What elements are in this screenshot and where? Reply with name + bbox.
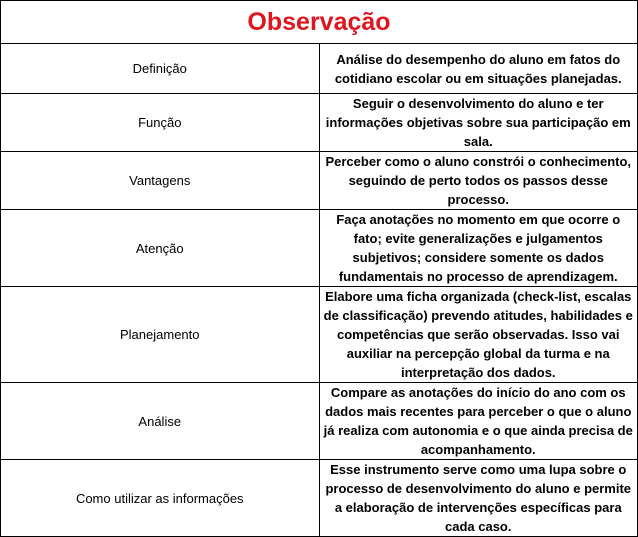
row-label: Função — [1, 94, 320, 152]
table-row-definicao — [1, 44, 638, 94]
title-row — [1, 1, 638, 44]
table-row-atencao — [1, 210, 638, 287]
row-label: Definição — [1, 44, 320, 94]
table-row-como-utilizar — [1, 460, 638, 537]
row-description: Compare as anotações do início do ano com os dados mais recentes para perceber o que o aluno já realiza com autonomia e o que ainda precisa de acompanhamento. — [319, 383, 638, 460]
table-row-planejamento — [1, 287, 638, 383]
row-description: Perceber como o aluno constrói o conhecimento, seguindo de perto todos os passos desse processo. — [319, 152, 638, 210]
row-label: Planejamento — [1, 287, 320, 383]
row-description: Elabore uma ficha organizada (check-list, escalas de classificação) prevendo atitudes, habilidades e competências que serão observadas. Isso vai auxiliar na percepção global da turma e na interpretação dos dados. — [319, 287, 638, 383]
page-title: Observação — [1, 1, 638, 44]
row-description: Análise do desempenho do aluno em fatos do cotidiano escolar ou em situações planejadas. — [319, 44, 638, 94]
row-description: Esse instrumento serve como uma lupa sobre o processo de desenvolvimento do aluno e permite a elaboração de intervenções específicas para cada caso. — [319, 460, 638, 537]
row-description: Faça anotações no momento em que ocorre o fato; evite generalizações e julgamentos subjetivos; considere somente os dados fundamentais no processo de aprendizagem. — [319, 210, 638, 287]
row-label: Como utilizar as informações — [1, 460, 320, 537]
row-description: Seguir o desenvolvimento do aluno e ter informações objetivas sobre sua participação em sala. — [319, 94, 638, 152]
row-label: Vantagens — [1, 152, 320, 210]
table-row-analise — [1, 383, 638, 460]
table-row-vantagens — [1, 152, 638, 210]
row-label: Atenção — [1, 210, 320, 287]
table-row-funcao — [1, 94, 638, 152]
row-label: Análise — [1, 383, 320, 460]
